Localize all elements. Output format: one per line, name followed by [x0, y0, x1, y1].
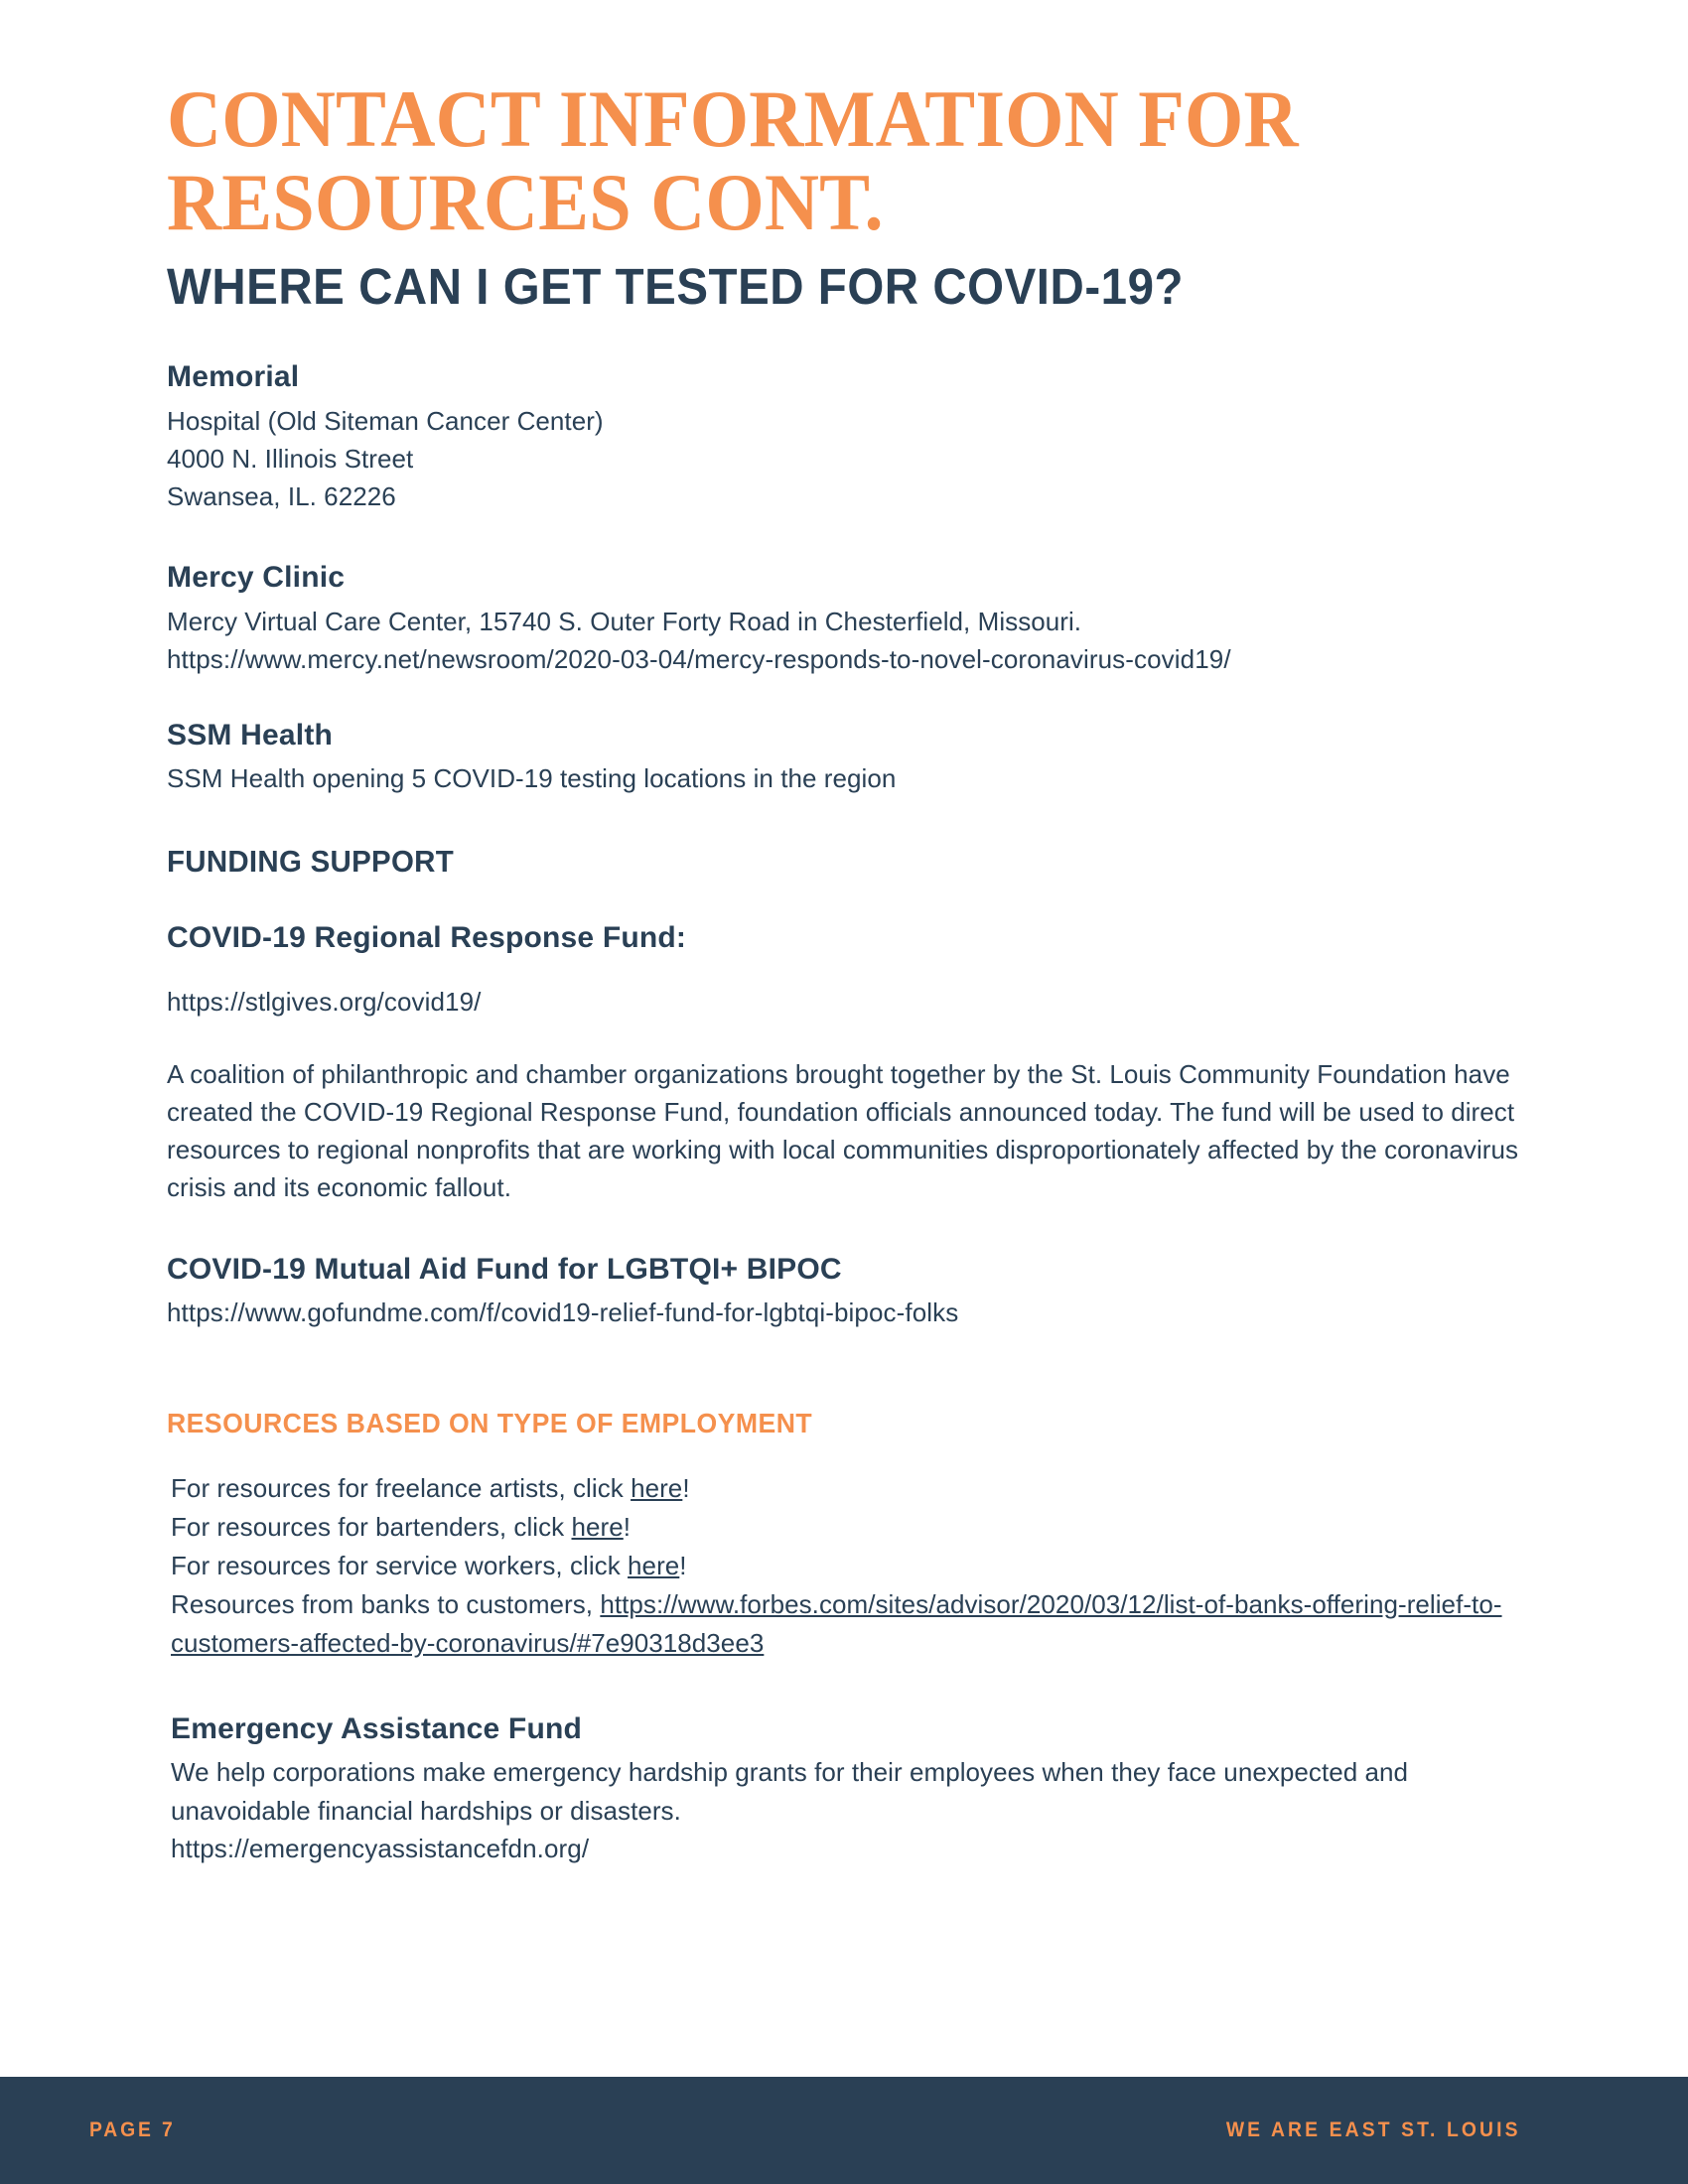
- section-mutual-aid-fund: [167, 1251, 1524, 1332]
- bartenders-link[interactable]: here: [571, 1511, 624, 1542]
- page-footer: [0, 2077, 1688, 2184]
- banks-relief-list-link[interactable]: https://www.forbes.com/sites/advisor/2020/03/12/list-of-banks-offering-relief-to-customers-affected-by-coronavirus/#7e90318d3ee3: [171, 1588, 1502, 1658]
- employment-item-suffix-1: !: [623, 1511, 632, 1542]
- spacer: [167, 1022, 1524, 1055]
- section-emergency-assistance-fund: [171, 1710, 1524, 1868]
- list-item: [171, 1469, 1524, 1508]
- employment-item-suffix-2: !: [679, 1550, 687, 1580]
- section-heading-employment-resources: RESOURCES BASED ON TYPE OF EMPLOYMENT: [167, 1408, 813, 1439]
- employment-item-suffix-0: !: [682, 1472, 690, 1503]
- list-item: [171, 1547, 1524, 1585]
- section-heading-ssm-health: SSM Health: [167, 719, 334, 752]
- spacer: [167, 886, 1524, 919]
- memorial-line-3: Swansea, IL. 62226: [167, 481, 396, 512]
- subheading-regional-response-fund: COVID-19 Regional Response Fund:: [167, 921, 687, 955]
- employment-resource-list: [171, 1469, 1524, 1663]
- mercy-clinic-url[interactable]: https://www.mercy.net/newsroom/2020-03-04/mercy-responds-to-novel-coronavirus-covid19/: [167, 644, 1231, 675]
- section-heading-mercy-clinic: Mercy Clinic: [167, 561, 346, 595]
- list-item: [171, 1508, 1524, 1547]
- list-item: [171, 1589, 1502, 1658]
- section-heading-memorial: Memorial: [167, 360, 300, 394]
- page-title: CONTACT INFORMATION FOR RESOURCES CONT.: [167, 73, 1299, 247]
- regional-response-fund-description: A coalition of philanthropic and chamber organizations brought together by the St. Louis Community Foundation have created the COVID-19 Regional Response Fund, foundation officials announced today. The fund will be used to direct resources to regional nonprofits that are working with local communities disproportionately affected by the coronavirus crisis and its economic fallout.: [167, 1058, 1519, 1203]
- subheading-emergency-assistance-fund: Emergency Assistance Fund: [171, 1711, 583, 1745]
- emergency-assistance-fund-description: We help corporations make emergency hardship grants for their employees when they face unexpected and unavoidable financial hardships or disasters.: [171, 1757, 1409, 1826]
- memorial-line-2: 4000 N. Illinois Street: [167, 444, 414, 474]
- subheading-mutual-aid-fund: COVID-19 Mutual Aid Fund for LGBTQI+ BIPOC: [167, 1252, 842, 1286]
- section-employment-resources: [167, 1406, 1524, 1663]
- employment-item-prefix-1: For resources for bartenders, click: [171, 1511, 572, 1542]
- service-workers-link[interactable]: here: [628, 1550, 680, 1580]
- regional-response-fund-url[interactable]: https://stlgives.org/covid19/: [167, 986, 482, 1017]
- freelance-artists-link[interactable]: here: [631, 1472, 683, 1503]
- footer-brand: WE ARE EAST ST. LOUIS: [1226, 2118, 1521, 2141]
- mutual-aid-fund-url[interactable]: https://www.gofundme.com/f/covid19-relief-fund-for-lgbtqi-bipoc-folks: [167, 1297, 959, 1328]
- ssm-health-description: SSM Health opening 5 COVID-19 testing locations in the region: [167, 763, 897, 794]
- footer-page-number: PAGE 7: [89, 2118, 176, 2141]
- section-mercy-clinic: [167, 559, 1524, 679]
- section-memorial: [167, 358, 1524, 515]
- employment-item-prefix-0: For resources for freelance artists, click: [171, 1472, 632, 1503]
- section-ssm-health: [167, 717, 1524, 798]
- emergency-assistance-fund-url[interactable]: https://emergencyassistancefdn.org/: [171, 1833, 590, 1863]
- memorial-line-1: Hospital (Old Siteman Cancer Center): [167, 405, 604, 436]
- employment-item-prefix-2: For resources for service workers, click: [171, 1550, 629, 1580]
- page-subtitle: WHERE CAN I GET TESTED FOR COVID-19?: [167, 258, 1185, 316]
- section-funding-support: [167, 842, 1524, 1207]
- section-heading-funding-support: FUNDING SUPPORT: [167, 843, 454, 879]
- spacer: [167, 963, 1524, 983]
- banks-resources-prefix: Resources from banks to customers,: [171, 1588, 601, 1619]
- mercy-clinic-address: Mercy Virtual Care Center, 15740 S. Outer Forty Road in Chesterfield, Missouri.: [167, 606, 1082, 636]
